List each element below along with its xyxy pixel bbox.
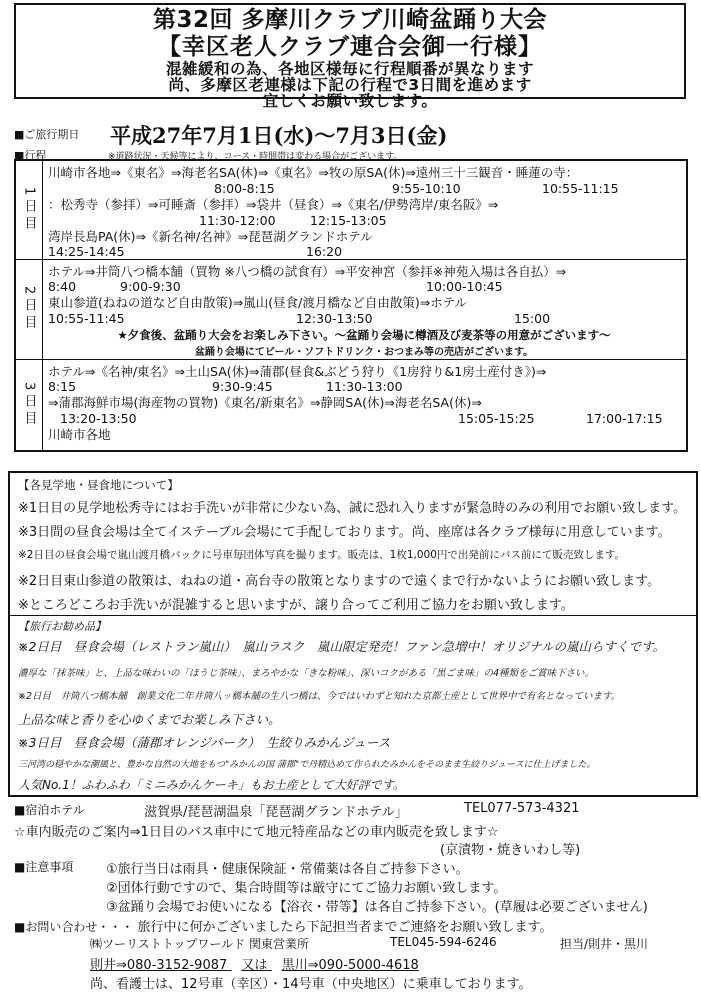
recommend-heading: 【旅行お勧め品】 <box>18 620 106 633</box>
bon-odori-notice: ★夕食後、盆踊り大会をお楽しみ下さい。～盆踊り会場に樽酒及び麦茶等の用意がございます～ <box>117 328 611 342</box>
day-row-2 <box>16 260 686 360</box>
agency-row <box>90 935 649 952</box>
hotel-tel: TEL077-573-4321 <box>464 801 580 816</box>
sightseeing-note: ※2日目東山参道の散策は、ねねの道・高台寺の散策となりますので遠くまで行かないようにお願い致します。 <box>18 574 661 589</box>
route-line: ホテル⇒《名神/東名》⇒土山SA(休)⇒蒲郡(昼食&ぶどう狩り《1房狩り&1房土産付き》)⇒ <box>48 364 547 379</box>
time-slot: 13:20-13:50 <box>60 411 137 426</box>
route-line: 川崎市各地⇒《東名》⇒海老名SA(休)⇒《東名》⇒牧の原SA(休)⇒遠州三十三観音・睡蓮の寺： <box>48 165 579 180</box>
time-slot: 11:30-12:00 <box>199 213 276 228</box>
agency-name: ㈱ツーリストトップワールド 関東営業所 <box>90 937 309 951</box>
onboard-sales-line: ☆車内販売のご案内⇒1日目のバス車中にて地元特産品などの車内販売を致します☆ <box>14 825 499 840</box>
travel-dates-label: ■ご旅行期日 <box>14 128 80 141</box>
recommend-item: 三河湾の穏やかな潮風と、豊かな自然の大地をもつ"みかんの国 蒲郡"で丹精込めて作られたみかんをそのまま生絞りジュースに仕上げました。 <box>18 760 596 770</box>
time-slot: 12:30-13:50 <box>296 311 373 326</box>
phone-or: 又は <box>241 958 268 973</box>
note-item: ③盆踊り会場でお使いになる【浴衣・帯等】は各自ご持参下さい。(草履は必要ございません) <box>106 900 648 915</box>
contact-label: ■お問い合わせ・・・ <box>14 920 134 934</box>
travel-dates-value: 平成27年7月1日(水)～7月3日(金) <box>110 123 448 148</box>
header-box <box>14 3 686 110</box>
time-slot: 8:40 <box>48 279 77 294</box>
contact-text: 旅行中に何かございましたら下記担当者までご連絡をお願い致します。 <box>137 920 553 935</box>
phone-row <box>90 954 419 973</box>
nurse-note: 尚、看護士は、12号車（幸区）・14号車（中央地区）に乗車しております。 <box>90 977 532 992</box>
bon-odori-shop-notice: 盆踊り会場にてビール・ソフトドリンク・おつまみ等の売店がございます。 <box>194 347 534 358</box>
sightseeing-note: ※ところどころお手洗いが混雑すると思いますが、譲り合ってご利用ご協力をお願い致します。 <box>18 598 574 613</box>
agency-person: 担当/則井・黒川 <box>560 937 649 951</box>
time-slot: 15:00 <box>514 311 551 326</box>
itinerary-note: ※道路状況・天候等により、コース・時間帯は変わる場合がございます。 <box>108 152 403 162</box>
note-item: ②団体行動ですので、集合時間等は厳守にてご協力お願い致します。 <box>106 881 507 896</box>
phone-norii: 則井⇒080-3152-9087 <box>90 958 228 973</box>
recommend-item: ※2日目 井筒八つ橋本舗 創業文化二年井筒八ッ橋本舗の生八つ橋は、今ではいわずと知れた京都土産として世界中で有名となっています。 <box>18 691 621 702</box>
phone-kurokawa: 黒川⇒090-5000-4618 <box>281 958 419 973</box>
event-title: 第32回 多摩川クラブ川崎盆踊り大会 <box>152 7 547 33</box>
recommend-item: 濃厚な「抹茶味」と、上品な味わいの「ほうじ茶味」、まろやかな「きな粉味」、深いコクがある「黒ごま味」の4種類をご賞味下さい。 <box>18 668 595 679</box>
time-slot: 15:05-15:25 <box>458 411 535 426</box>
note-item: ①旅行当日は雨具・健康保険証・常備薬は各自ご持参下さい。 <box>106 862 469 877</box>
day-label: 1日目 <box>21 186 37 234</box>
time-slot: 12:15-13:05 <box>310 213 387 228</box>
contact-row <box>14 916 552 935</box>
route-line: 東山参道(ねねの道など自由散策)⇒嵐山(昼食/渡月橋など自由散策)⇒ホテル <box>48 295 468 310</box>
day-row-3 <box>16 360 686 450</box>
time-slot: 9:00-9:30 <box>120 279 181 294</box>
travel-dates <box>14 120 686 146</box>
route-line: 川崎市各地 <box>48 427 111 442</box>
sightseeing-note: ※1日目の見学地松秀寺にはお手洗いが非常に少ない為、誠に恐れ入りますが緊急時のみの利用でお願い致します。 <box>18 501 687 516</box>
time-slot: 17:00-17:15 <box>586 411 663 426</box>
time-slot: 9:30-9:45 <box>212 379 273 394</box>
divider <box>10 615 696 616</box>
sightseeing-note: ※3日間の昼食会場は全てイステーブル会場にて手配しております。尚、座席は各クラブ様毎に用意しています。 <box>18 525 671 540</box>
hotel-row <box>14 801 580 820</box>
group-subtitle: 【幸区老人クラブ連合会御一行様】 <box>158 34 542 60</box>
day-label-cell <box>16 360 43 450</box>
time-slot: 14:25-14:45 <box>48 244 125 259</box>
time-slot: 10:55-11:15 <box>542 181 619 196</box>
time-slot: 11:30-13:00 <box>326 379 403 394</box>
route-line: ホテル⇒井筒八つ橋本舗（買物 ※八つ橋の試食有）⇒平安神宮（参拝※神苑入場は各自払）⇒ <box>48 264 567 279</box>
header-line-1: 混雑緩和の為、各地区様毎に行程順番が異なります <box>165 60 534 78</box>
day-label-cell <box>16 260 43 359</box>
notes-label <box>14 858 73 875</box>
day-label: 3日目 <box>21 381 37 429</box>
header-line-3: 宜しくお願い致します。 <box>262 92 438 110</box>
agency-tel: TEL045-594-6246 <box>390 935 497 949</box>
time-slot: 8:15 <box>48 379 77 394</box>
time-slot: 10:55-11:45 <box>48 311 125 326</box>
recommend-item: 上品な味と香りを心ゆくまでお楽しみ下さい。 <box>18 712 281 727</box>
recommend-item: 人気No.1！ふわふわ「ミニみかんケーキ」もお土産として大好評です。 <box>18 778 405 792</box>
day-row-1 <box>16 161 686 260</box>
info-box <box>8 471 698 797</box>
onboard-sales-items: (京漬物・焼きいわし等) <box>440 843 581 858</box>
recommend-item: ※2日目 昼食会場（レストラン嵐山） 嵐山ラスク 嵐山限定発売！ファン急増中！オリジナルの嵐山らすくです。 <box>18 639 666 654</box>
itinerary-table <box>14 159 688 452</box>
day-label-cell <box>16 161 43 259</box>
notes-label-text: ■注意事項 <box>14 860 74 874</box>
day-label: 2日目 <box>21 286 37 333</box>
time-slot: 16:20 <box>306 244 343 259</box>
hotel-name: 滋賀県/琵琶湖温泉「琵琶湖グランドホテル」 <box>144 805 408 820</box>
time-slot: 10:00-10:45 <box>426 279 503 294</box>
header-line-2: 尚、多摩区老連様は下記の行程で3日間を進めます <box>168 76 532 94</box>
hotel-label: ■宿泊ホテル <box>14 803 85 817</box>
recommend-item: ※3日目 昼食会場（蒲郡オレンジパーク） 生絞りみかんジュース <box>18 735 391 750</box>
route-line: 湾岸長島PA(休)⇒《新名神/名神》⇒琵琶湖グランドホテル <box>48 229 373 244</box>
route-line: ：松秀寺（参拝）⇒可睡斎（参拝）⇒袋井（昼食）⇒《東名/伊勢湾岸/東名阪》⇒ <box>48 197 499 212</box>
time-slot: 8:00-8:15 <box>214 181 275 196</box>
sightseeing-note: ※2日目の昼食会場で嵐山渡月橋バックに号車毎団体写真を撮ります。販売は、1枚1,000円で出発前にバス前にて販売致します。 <box>18 549 626 561</box>
itinerary-label: ■行程 <box>14 149 47 162</box>
sightseeing-heading: 【各見学地・昼食地について】 <box>18 478 179 492</box>
time-slot: 9:55-10:10 <box>392 181 461 196</box>
route-line: ⇒蒲郡海鮮市場(海産物の買物)《東名/新東名》⇒静岡SA(休)⇒海老名SA(休)⇒ <box>48 395 482 410</box>
